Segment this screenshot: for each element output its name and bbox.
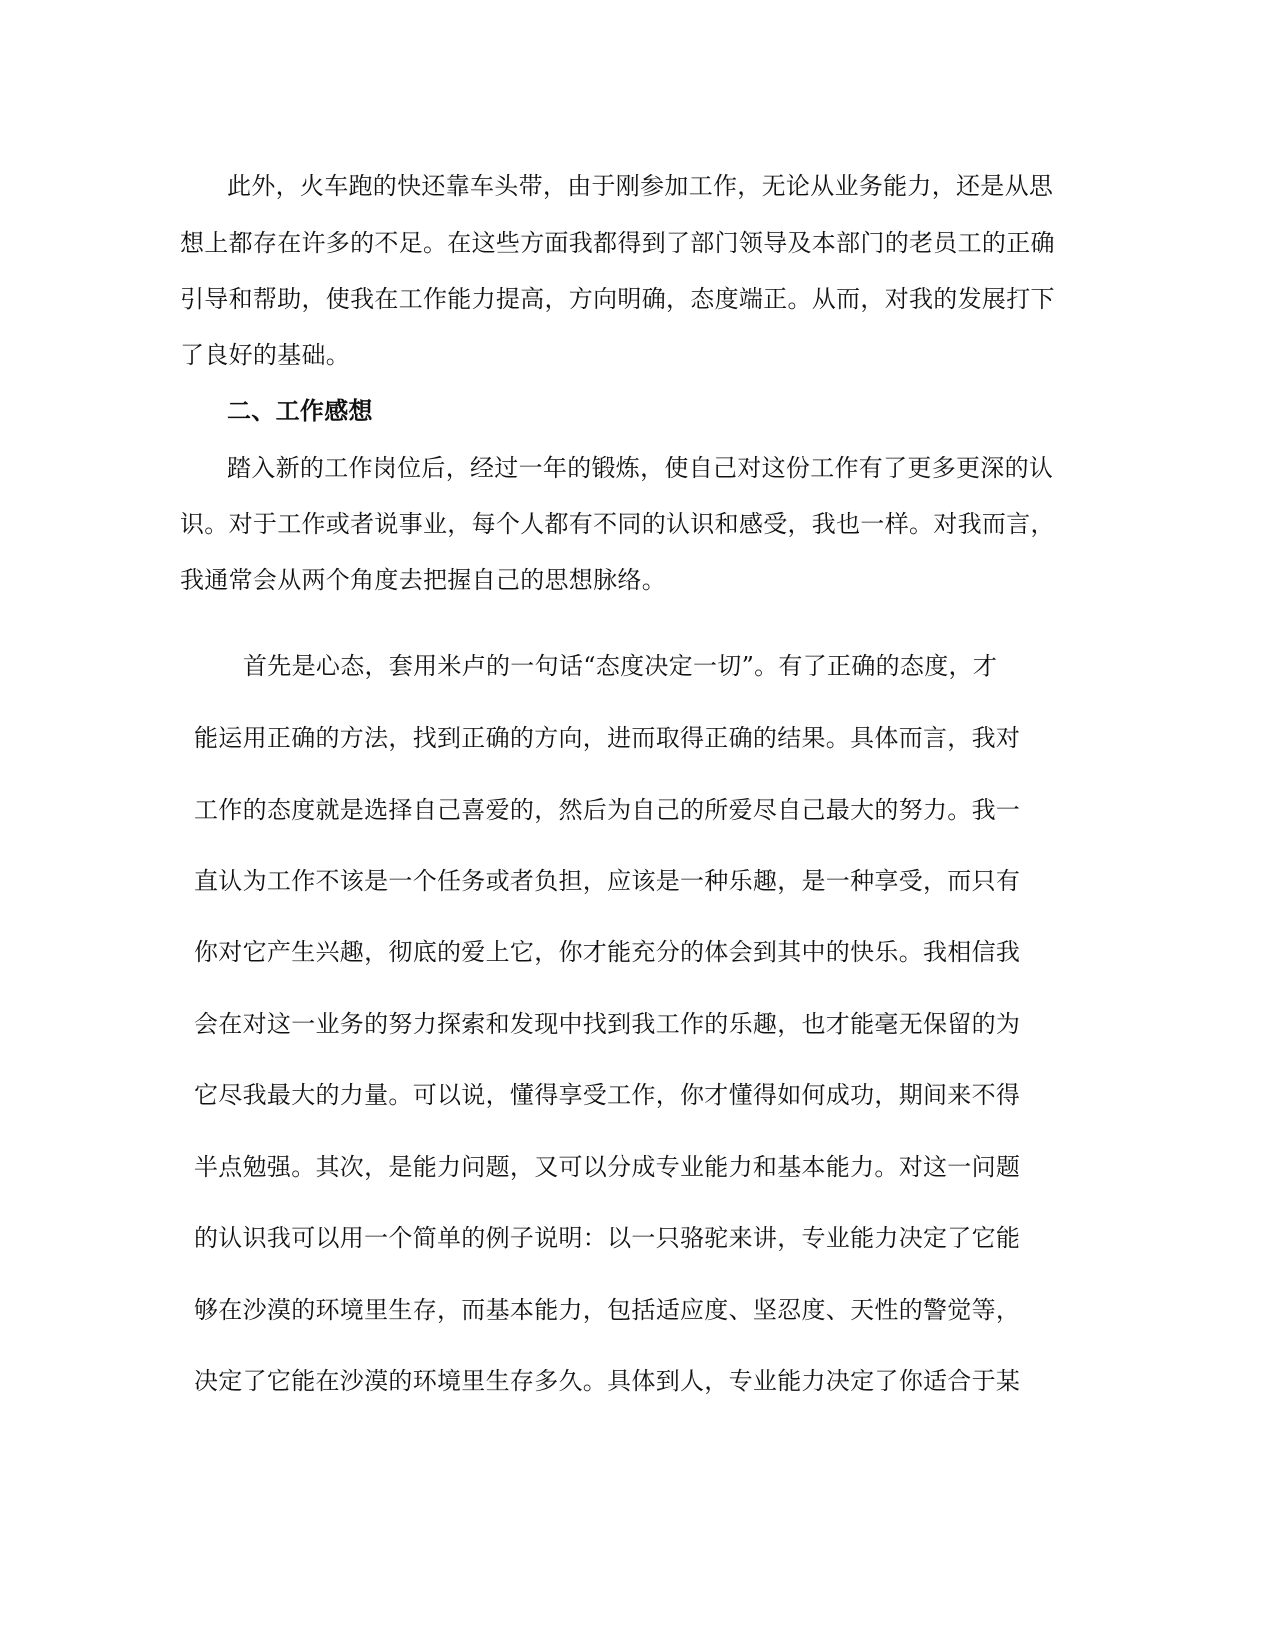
paragraph-3-line-8: 半点勉强。其次，是能力问题，又可以分成专业能力和基本能力。对这一问题 [194, 1153, 1021, 1181]
section-heading: 二、工作感想 [227, 396, 373, 425]
paragraph-2-line-3: 我通常会从两个角度去把握自己的思想脉络。 [180, 566, 666, 594]
paragraph-2-line-2: 识。对于工作或者说事业，每个人都有不同的认识和感受，我也一样。对我而言， [180, 510, 1055, 538]
paragraph-3-line-5: 你对它产生兴趣，彻底的爱上它，你才能充分的体会到其中的快乐。我相信我 [194, 938, 1021, 966]
paragraph-1-line-4: 了良好的基础。 [180, 341, 351, 369]
paragraph-1-line-3: 引导和帮助，使我在工作能力提高，方向明确，态度端正。从而，对我的发展打下 [180, 285, 1055, 313]
paragraph-3-line-3: 工作的态度就是选择自己喜爱的，然后为自己的所爱尽自己最大的努力。我一 [194, 796, 1021, 824]
paragraph-3-line-1: 首先是心态，套用米卢的一句话“态度决定一切”。有了正确的态度，才 [243, 652, 998, 680]
paragraph-2-line-1: 踏入新的工作岗位后，经过一年的锻炼，使自己对这份工作有了更多更深的认 [227, 454, 1054, 482]
paragraph-3-line-6: 会在对这一业务的努力探索和发现中找到我工作的乐趣，也才能毫无保留的为 [194, 1010, 1021, 1038]
paragraph-3-line-9: 的认识我可以用一个简单的例子说明：以一只骆驼来讲，专业能力决定了它能 [194, 1224, 1021, 1252]
paragraph-3-line-2: 能运用正确的方法，找到正确的方向，进而取得正确的结果。具体而言，我对 [194, 724, 1021, 752]
paragraph-3-line-11: 决定了它能在沙漠的环境里生存多久。具体到人，专业能力决定了你适合于某 [194, 1367, 1021, 1395]
paragraph-3-line-10: 够在沙漠的环境里生存，而基本能力，包括适应度、坚忍度、天性的警觉等， [194, 1296, 1021, 1324]
paragraph-1-line-2: 想上都存在许多的不足。在这些方面我都得到了部门领导及本部门的老员工的正确 [180, 229, 1055, 257]
paragraph-1-line-1: 此外，火车跑的快还靠车头带，由于刚参加工作，无论从业务能力，还是从思 [227, 172, 1054, 200]
paragraph-3-line-7: 它尽我最大的力量。可以说，懂得享受工作，你才懂得如何成功，期间来不得 [194, 1081, 1021, 1109]
paragraph-3-line-4: 直认为工作不该是一个任务或者负担，应该是一种乐趣，是一种享受，而只有 [194, 867, 1021, 895]
